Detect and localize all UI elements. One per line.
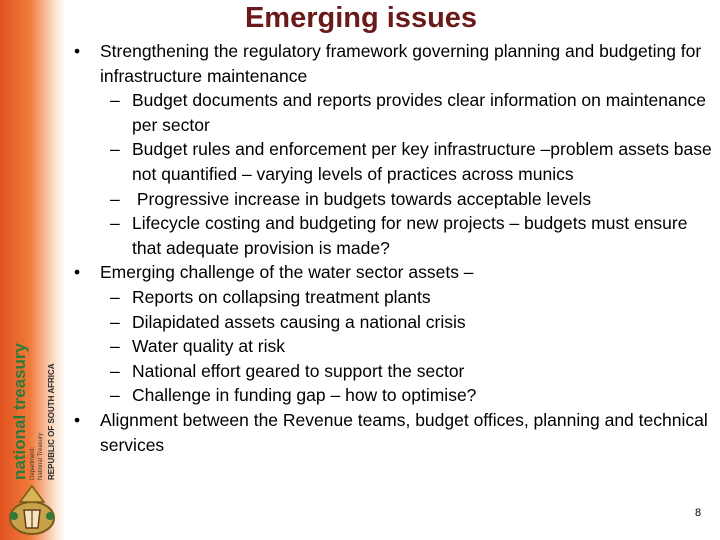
page-number: 8 (695, 507, 702, 519)
dash-marker: – (110, 286, 120, 307)
coat-of-arms-icon (2, 478, 62, 538)
sub-bullet-item: – Challenge in funding gap – how to optimise? (70, 383, 715, 408)
slide-title: Emerging issues (244, 2, 478, 34)
sub-bullet-item: – Budget rules and enforcement per key infrastructure –problem assets base not quantified – varying levels of practices across munics (110, 139, 712, 184)
sub-bullet-item: – Water quality at risk (70, 334, 715, 359)
dash-marker: – (110, 311, 120, 332)
slide-content (70, 39, 715, 457)
sub-bullet-item: – Budget documents and reports provides clear information on maintenance per sector (110, 90, 706, 135)
dash-marker: – (110, 90, 120, 111)
bullet-item: • Alignment between the Revenue teams, budget offices, planning and technical services (74, 409, 708, 455)
sub-bullet-item: – Reports on collapsing treatment plants (70, 285, 715, 310)
sub-bullet-item: – Progressive increase in budgets towards acceptable levels (70, 187, 715, 212)
sub-bullet-item: – National effort geared to support the sector (70, 359, 715, 384)
sidebar-country: REPUBLIC OF SOUTH AFRICA (47, 363, 56, 480)
sub-bullet-item: – Dilapidated assets causing a national crisis (70, 310, 715, 335)
bullet-item: • Emerging challenge of the water sector assets – (70, 260, 715, 285)
dash-marker: – (110, 188, 120, 209)
dash-marker: – (110, 336, 120, 357)
dash-marker: – (110, 360, 120, 381)
bullet-item: • Strengthening the regulatory framework governing planning and budgeting for infrastructure maintenance (74, 41, 702, 86)
sidebar-department-label: Department: (30, 446, 36, 480)
dash-marker: – (110, 385, 120, 406)
bullet-marker: • (74, 262, 81, 283)
sidebar-department-name: National Treasury (38, 432, 44, 480)
bullet-marker: • (74, 41, 81, 61)
dash-marker: – (110, 213, 120, 234)
sub-bullet-item: – Lifecycle costing and budgeting for new projects – budgets must ensure that adequate provision is made? (110, 213, 688, 258)
sidebar-brand: national treasury (10, 343, 29, 480)
dash-marker: – (110, 139, 120, 160)
bullet-marker: • (74, 409, 81, 430)
sidebar-banner (0, 0, 66, 540)
